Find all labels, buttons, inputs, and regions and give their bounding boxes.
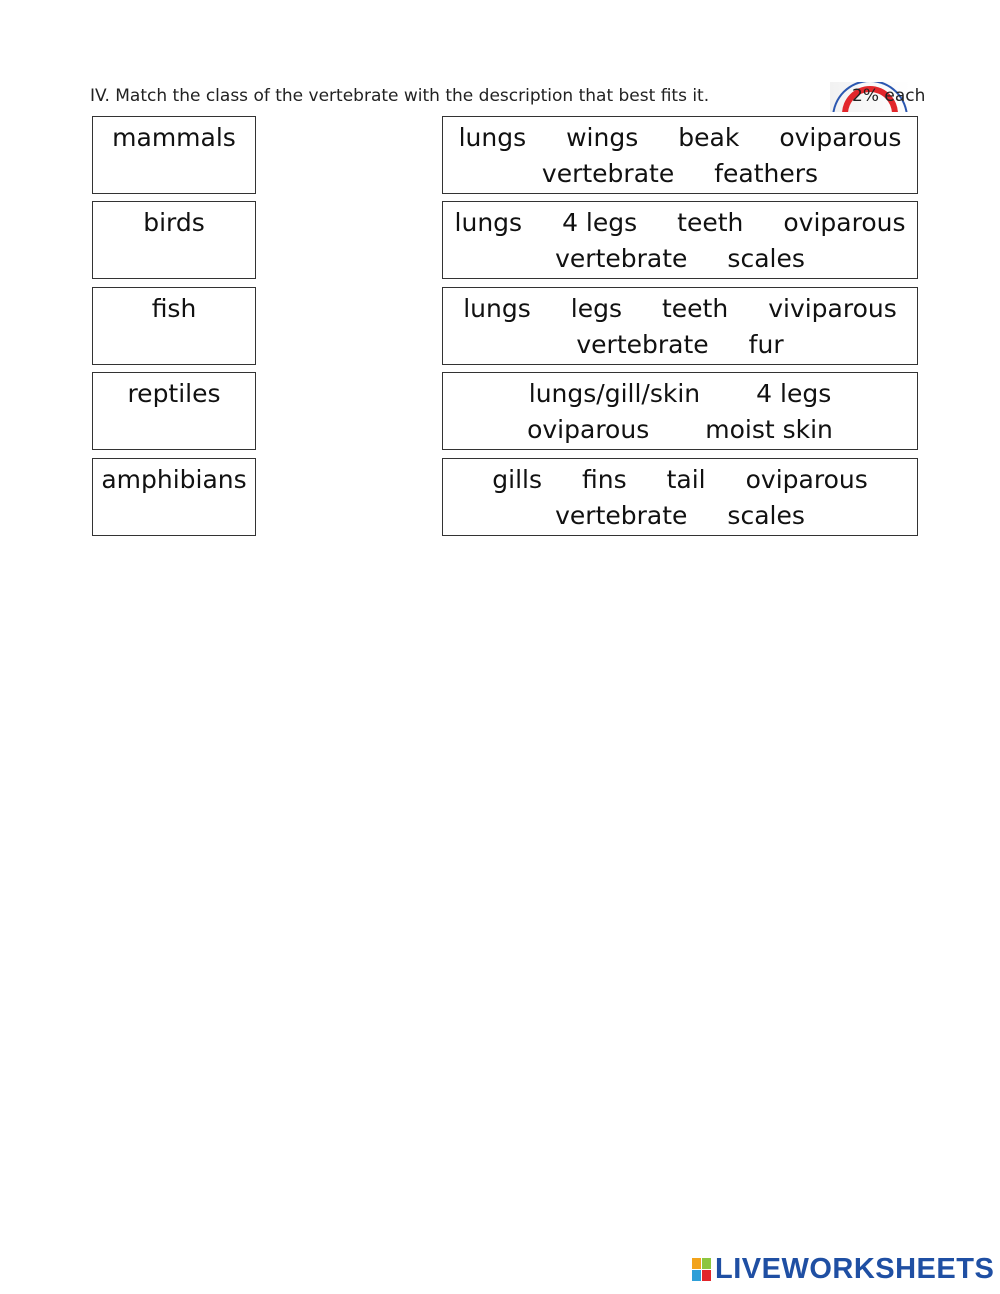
class-label: amphibians <box>101 465 247 494</box>
class-box-fish[interactable] <box>92 287 256 365</box>
description-box[interactable] <box>442 201 918 279</box>
description-word: vertebrate <box>555 244 688 273</box>
class-box-amphibians[interactable] <box>92 458 256 536</box>
description-word: 4 legs <box>756 379 832 408</box>
description-word: 4 legs <box>562 208 638 237</box>
description-word: beak <box>678 123 740 152</box>
class-label: reptiles <box>127 379 221 408</box>
class-box-reptiles[interactable] <box>92 372 256 450</box>
description-word: teeth <box>677 208 744 237</box>
description-box[interactable] <box>442 372 918 450</box>
description-word: moist skin <box>705 415 833 444</box>
icon-square <box>692 1270 701 1281</box>
icon-square <box>702 1258 711 1269</box>
description-word: oviparous <box>527 415 650 444</box>
icon-square <box>702 1270 711 1281</box>
description-box[interactable] <box>442 116 918 194</box>
description-box[interactable] <box>442 458 918 536</box>
description-box[interactable] <box>442 287 918 365</box>
description-word: fur <box>748 330 784 359</box>
class-label: birds <box>143 208 205 237</box>
description-word: oviparous <box>745 465 868 494</box>
description-word: wings <box>566 123 639 152</box>
class-box-mammals[interactable] <box>92 116 256 194</box>
description-word: gills <box>492 465 542 494</box>
instruction-text: IV. Match the class of the vertebrate with the description that best fits it. <box>90 86 710 106</box>
description-word: lungs <box>458 123 527 152</box>
brand-name: LIVEWORKSHEETS <box>715 1252 995 1285</box>
description-word: scales <box>727 244 805 273</box>
liveworksheets-logo[interactable] <box>692 1252 994 1286</box>
description-word: oviparous <box>779 123 902 152</box>
description-word: legs <box>570 294 622 323</box>
description-word: lungs <box>454 208 523 237</box>
description-word: oviparous <box>783 208 906 237</box>
description-word: viviparous <box>768 294 897 323</box>
class-label: fish <box>151 294 197 323</box>
description-word: scales <box>727 501 805 530</box>
description-word: lungs/gill/skin <box>528 379 701 408</box>
description-word: vertebrate <box>555 501 688 530</box>
liveworksheets-icon <box>692 1258 711 1281</box>
description-word: tail <box>666 465 706 494</box>
description-word: teeth <box>661 294 729 323</box>
description-word: vertebrate <box>576 330 709 359</box>
description-word: fins <box>581 465 627 494</box>
description-word: vertebrate <box>541 159 675 188</box>
class-box-birds[interactable] <box>92 201 256 279</box>
points-text: 2% each <box>852 86 926 106</box>
description-word: lungs <box>463 294 531 323</box>
icon-square <box>692 1258 701 1269</box>
class-label: mammals <box>112 123 236 152</box>
description-word: feathers <box>714 159 819 188</box>
